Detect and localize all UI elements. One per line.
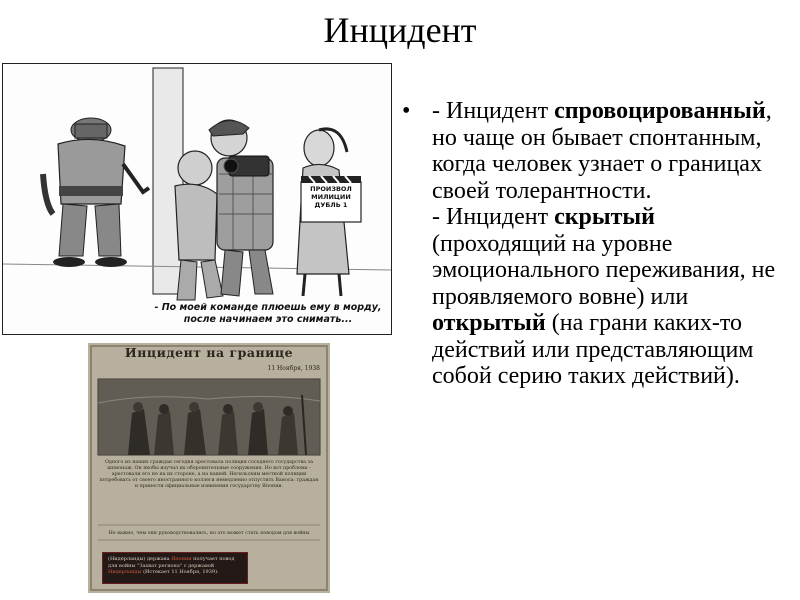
clapperboard-text: ПРОИЗВОЛ МИЛИЦИИ ДУБЛЬ 1 xyxy=(310,185,352,209)
text-part: - Инцидент xyxy=(432,204,555,230)
term-open: открытый xyxy=(432,310,546,336)
text-part: (на грани каких-то действий или представляющим собой серию таких действий). xyxy=(432,310,754,389)
game-date: 11 Ноября, 1938 xyxy=(267,365,320,372)
result-country: Японии xyxy=(171,556,192,562)
game-heading: Инцидент на границе xyxy=(124,345,294,360)
result-middle: получает повод для войны "Захват региона" с державой xyxy=(108,556,235,569)
game-story-text: Одного из наших граждан сегодня арестовала полиция соседнего государства за шпионаж. Он якобы изучал их оборонительные сооружения. Но вот проблема - арестовали его не на их стороне, а на нашей. Негильским местной полиции потребовать от своего иностранного коллеги немедленно отпустить Ваноса: граждан и принести официальные извинения государству Японии. xyxy=(99,460,319,489)
game-option-button[interactable]: Не важно, чем они руководствовались, но это может стать поводом для войны xyxy=(108,531,310,536)
term-hidden: скрытый xyxy=(554,204,655,230)
text-part: - Инцидент xyxy=(432,98,555,124)
result-target: Нидерланды xyxy=(108,569,142,575)
cartoon-image xyxy=(2,63,392,335)
bullet-marker: • xyxy=(402,98,411,124)
term-provoked: спровоцированный xyxy=(554,98,766,124)
bullet-paragraph xyxy=(432,98,794,390)
game-event-screenshot xyxy=(88,343,330,593)
text-part: (проходящий на уровне эмоционального переживания, не проявляемого вовне) или xyxy=(432,230,776,310)
game-result-box xyxy=(102,552,248,584)
text-part: , но чаще он бывает спонтанным, когда человек узнает о границах своей толерантности. xyxy=(432,98,772,204)
result-suffix: (Истекает 11 Ноября, 1939). xyxy=(143,569,219,575)
result-prefix: (Нидерланды) держава xyxy=(108,556,170,562)
slide-title: Инцидент xyxy=(323,10,477,50)
cartoon-caption: - По моей команде плюешь ему в морду, после начинаем это снимать... xyxy=(154,302,382,325)
